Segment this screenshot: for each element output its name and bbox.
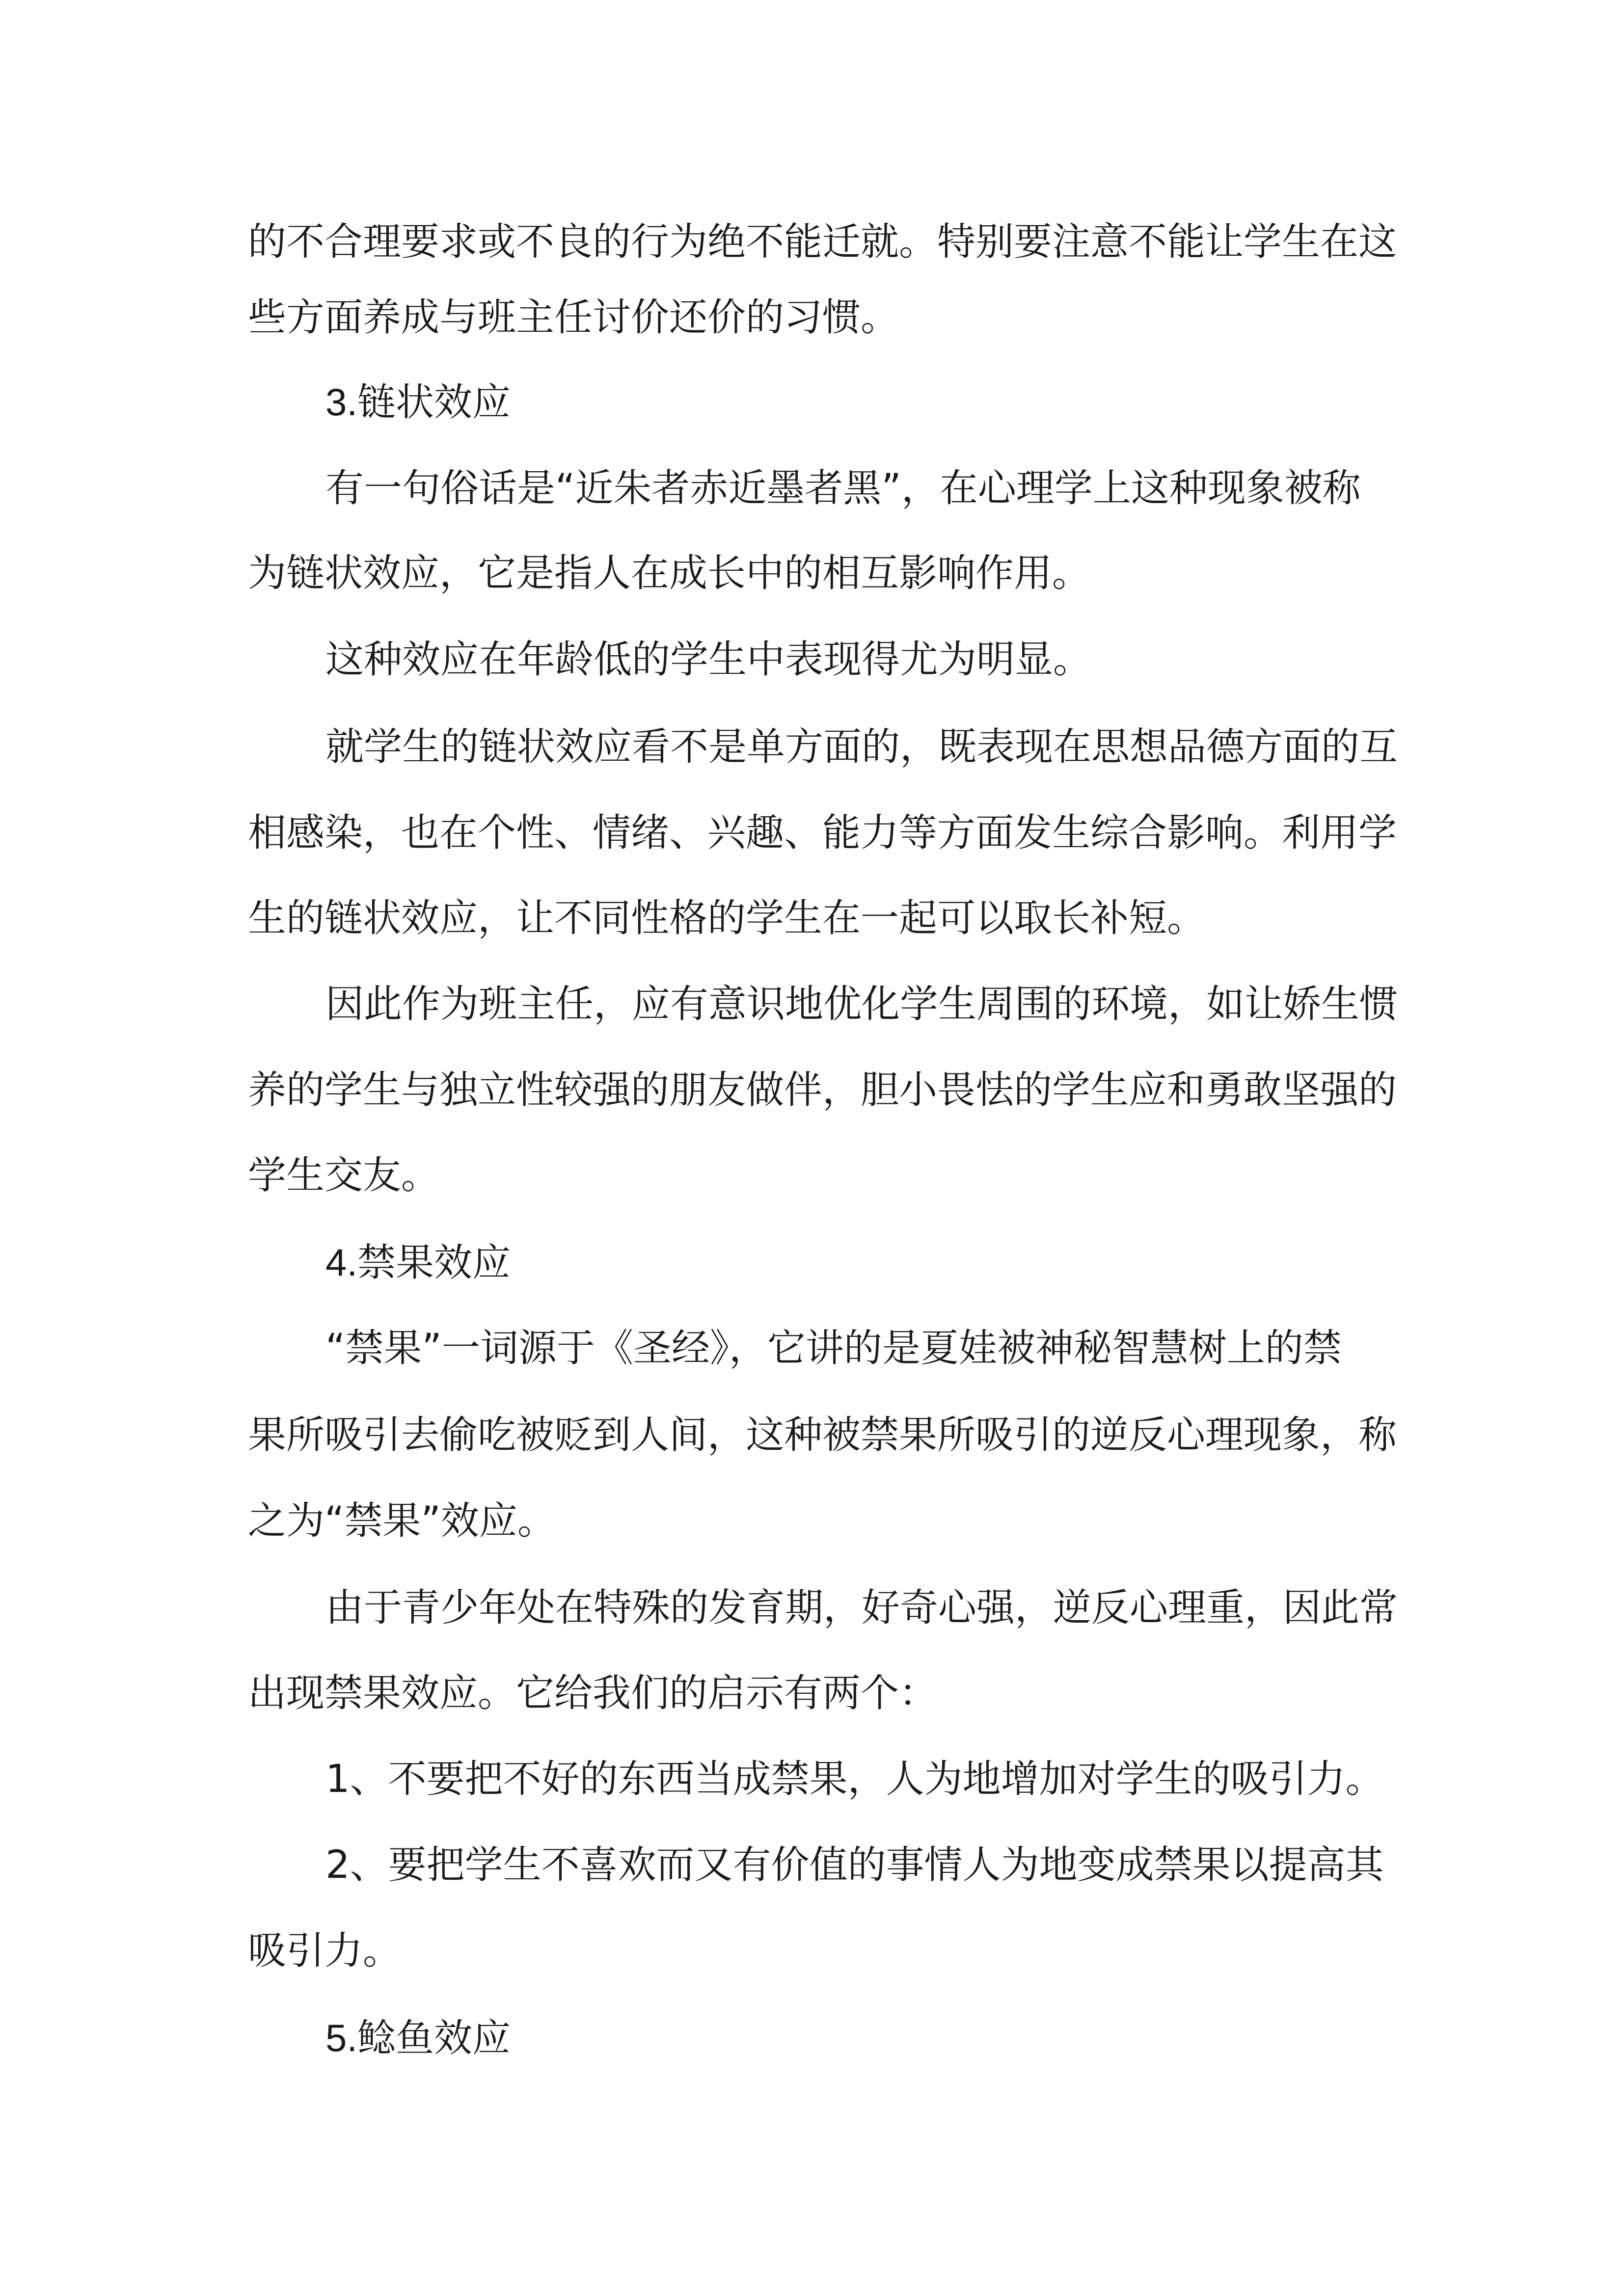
text-line: 之为“禁果”效应。 [248,1499,556,1543]
text-line: 出现禁果效应。它给我们的启示有两个： [248,1671,938,1715]
text-line: 养的学生与独立性较强的朋友做伴，胆小畏怯的学生应和勇敢坚强的 [248,1068,1397,1112]
text-line: 由于青少年处在特殊的发育期，好奇心强，逆反心理重，因此常 [325,1586,1398,1630]
text-line: 相感染，也在个性、情绪、兴趣、能力等方面发生综合影响。利用学 [248,811,1397,855]
text-line: 有一句俗话是“近朱者赤近墨者黑”，在心理学上这种现象被称 [325,466,1361,510]
section-heading: 5.鲶鱼效应 [325,2016,511,2059]
text-line: 1、不要把不好的东西当成禁果，人为地增加对学生的吸引力。 [325,1757,1384,1801]
text-line: 为链状效应，它是指人在成长中的相互影响作用。 [248,551,1091,595]
text-line: 吸引力。 [248,1929,402,1973]
text-line: 些方面养成与班主任讨价还价的习惯。 [248,295,899,340]
text-line: 的不合理要求或不良的行为绝不能迁就。特别要注意不能让学生在这 [248,220,1397,264]
section-heading: 4.禁果效应 [325,1241,511,1284]
text-line: 2、要把学生不喜欢而又有价值的事情人为地变成禁果以提高其 [325,1843,1384,1887]
section-heading: 3.链状效应 [325,380,511,424]
text-line: “禁果”一词源于《圣经》，它讲的是夏娃被神秘智慧树上的禁 [325,1326,1342,1370]
text-line: 生的链状效应，让不同性格的学生在一起可以取长补短。 [248,896,1206,940]
text-line: 这种效应在年龄低的学生中表现得尤为明显。 [325,638,1092,682]
text-line: 就学生的链状效应看不是单方面的，既表现在思想品德方面的互 [325,725,1398,769]
text-line: 学生交友。 [248,1153,440,1198]
text-line: 果所吸引去偷吃被贬到人间，这种被禁果所吸引的逆反心理现象，称 [248,1413,1397,1457]
text-line: 因此作为班主任，应有意识地优化学生周围的环境，如让娇生惯 [325,982,1398,1026]
